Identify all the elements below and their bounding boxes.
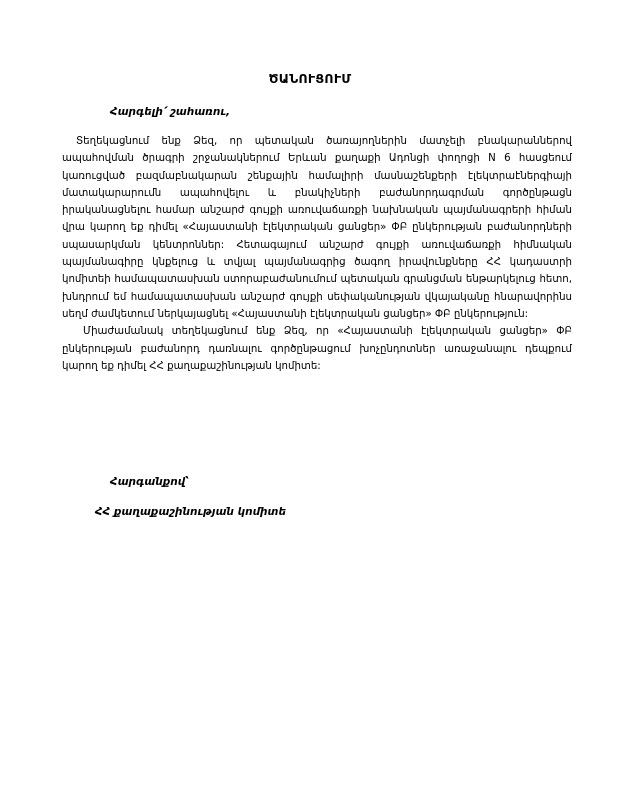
- signatory: ՀՀ քաղաքաշինության կոմիտե: [95, 506, 286, 518]
- body-paragraph-1: Տեղեկացնում ենք Ձեզ, որ պետական ծառայողներին մատչելի բնակարաններով ապահովման ծրագրի շրջանակներում Երևան քաղաքի Ադոնցի փողոցի N 6 հասցեում կառուցված բազմաբնակարան շենքային համալիրի մասնաշենքերի էլեկտրաէներգիայի մատակարարումն ապահովելու և բնակիչների բաժանորդագրման գործընթացն իրականացնելու համար անշարժ գույքի առուվաճառքի նախնական պայմանագրերի հիման վրա կարող եք դիմել «Հայաստանի էլեկտրական ցանցեր» ՓԲ ընկերության բաժանորդների սպասարկման կենտրոններ: Հետագայում անշարժ գույքի առուվաճառքի հիմնական պայմանագիրը կնքելուց և տվյալ պայմանագրից ծագող իրավունքները ՀՀ կադաստրի կոմիտեի համապատասխան ստորաբաժանումում պետական գրանցման ենթարկելուց հետո, խնդրում եմ համապատասխան անշարժ գույքի սեփականության վկայականը հնարավորինս սեղմ ժամկետում ներկայացնել «Հայաստանի էլեկտրական ցանցեր» ՓԲ ընկերություն:: [62, 136, 572, 320]
- closing-phrase: Հարգանքով՝: [110, 476, 189, 488]
- salutation: Հարգելի՛ շահառու,: [110, 106, 231, 118]
- body-paragraph-2: Միաժամանակ տեղեկացնում ենք Ձեզ, որ «Հայաստանի էլեկտրական ցանցեր» ՓԲ ընկերության բաժանորդ դառնալու գործընթացում խոչընդոտներ առաջանալու դեպքում կարող եք դիմել ՀՀ քաղաքաշինության կոմիտե:: [62, 326, 572, 372]
- document-title: ԾԱՆՈՒՑՈՒՄ: [268, 71, 352, 86]
- document-body: [62, 133, 572, 375]
